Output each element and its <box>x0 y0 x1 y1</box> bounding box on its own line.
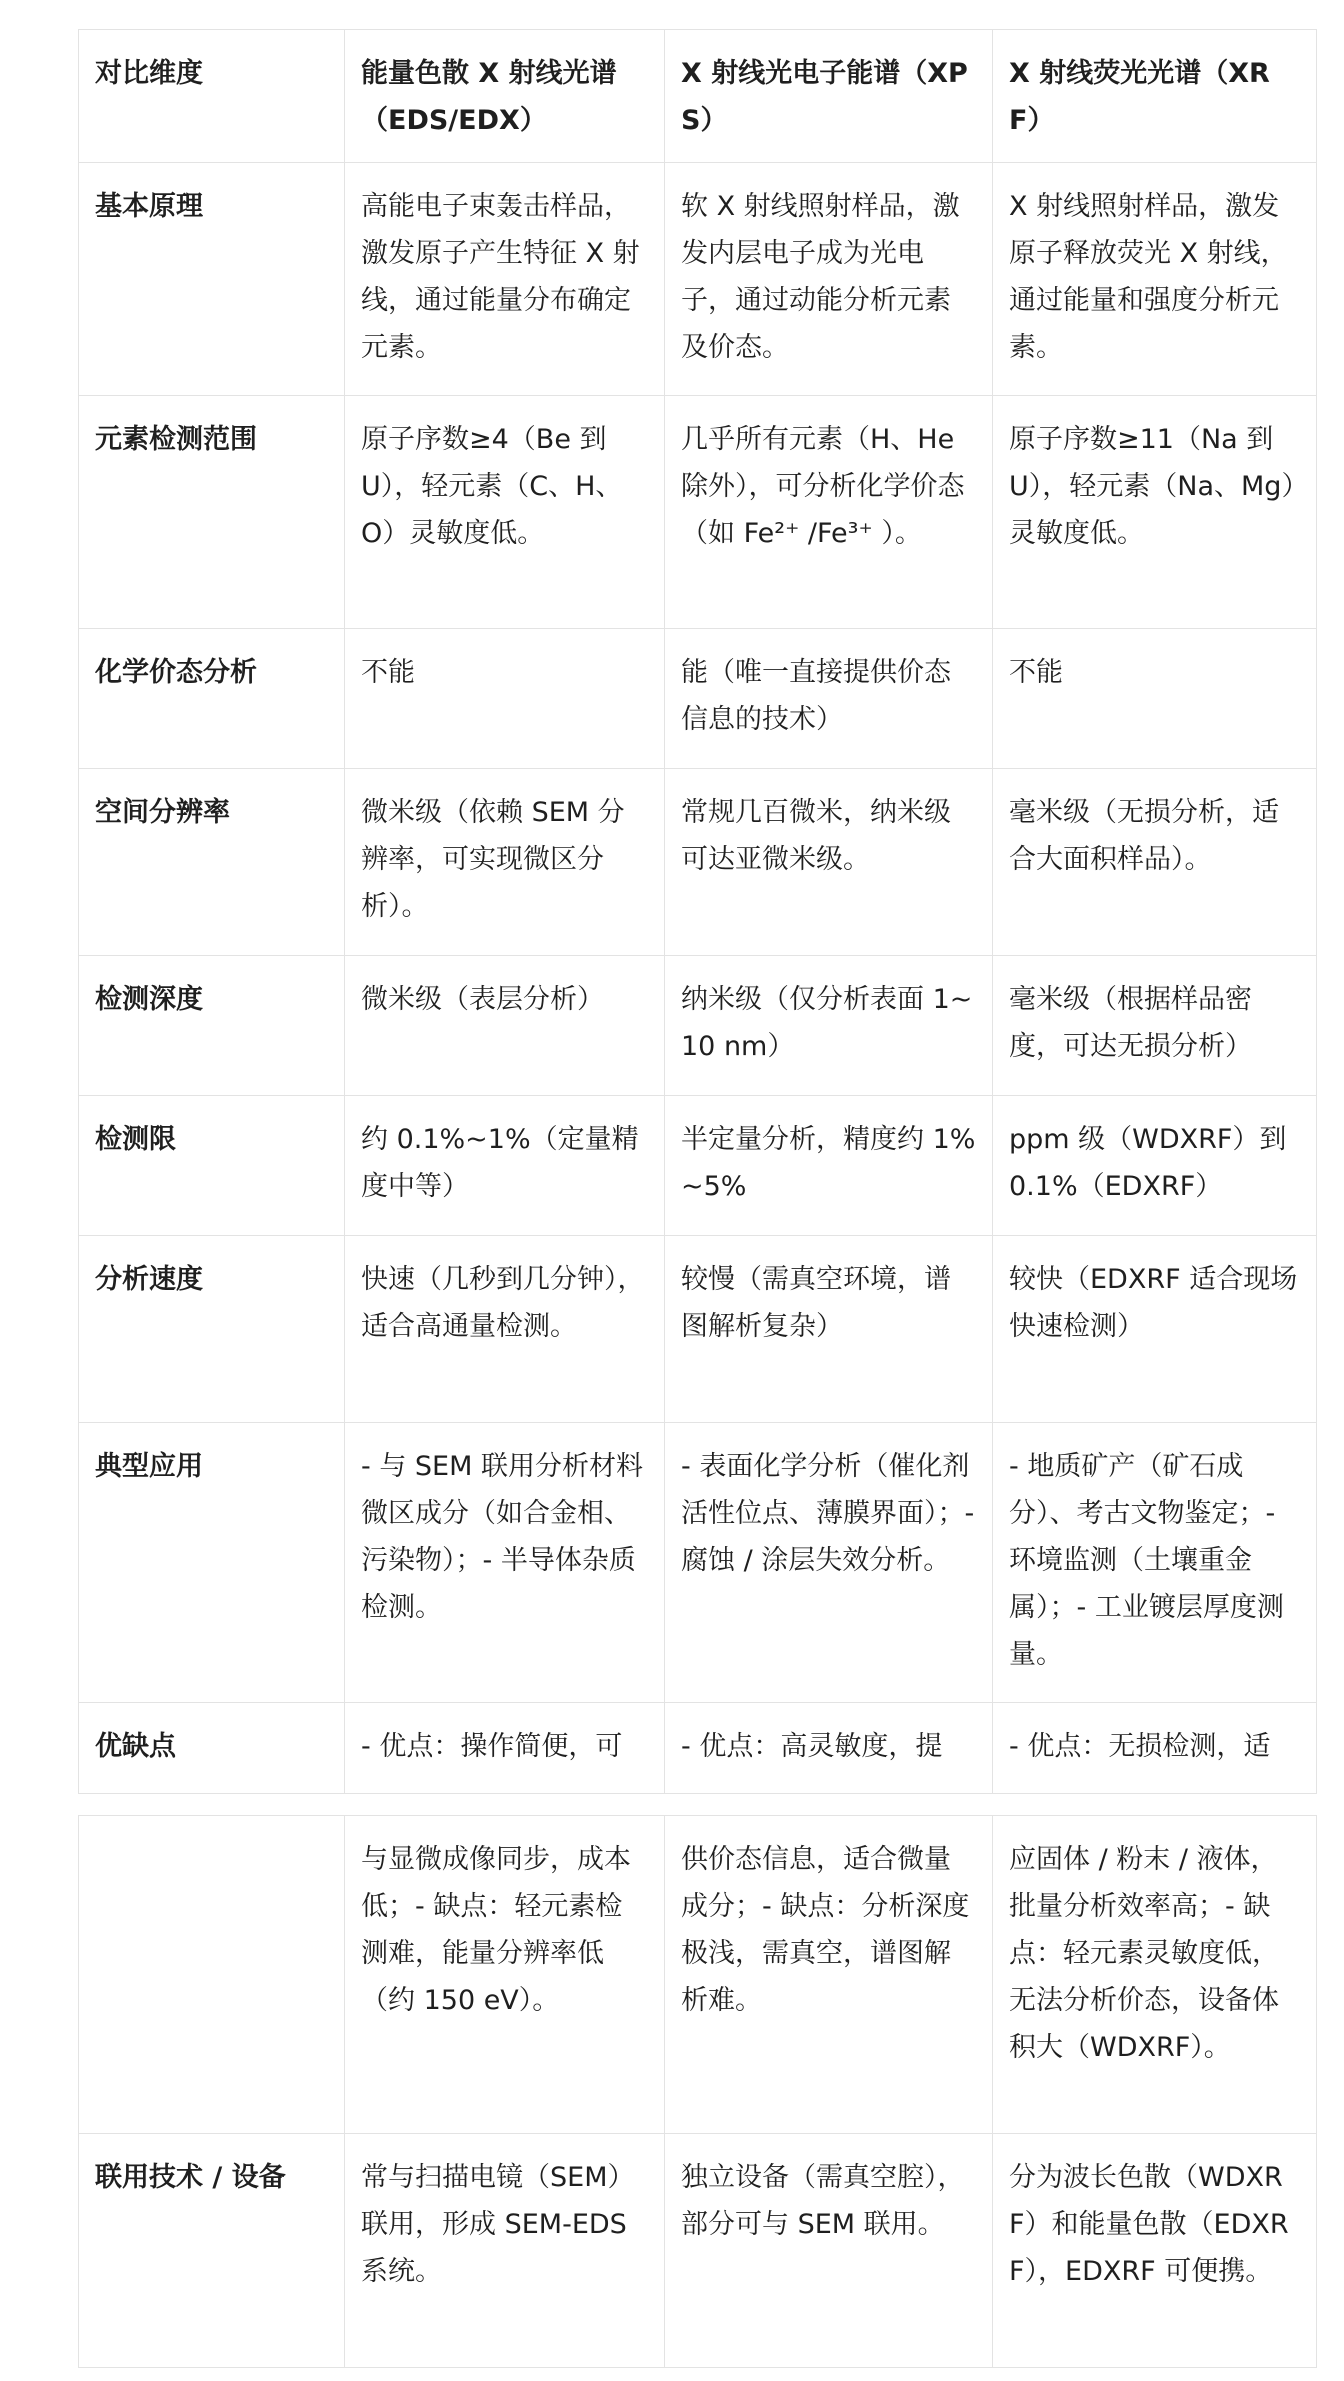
row-header-cell: 基本原理 <box>79 163 345 396</box>
table-row <box>79 1236 1317 1423</box>
row-header-cell: 元素检测范围 <box>79 396 345 629</box>
table-row <box>79 629 1317 769</box>
table-row <box>79 163 1317 396</box>
row-header-cell: 典型应用 <box>79 1423 345 1703</box>
row-header-cell: 分析速度 <box>79 1236 345 1423</box>
table-row <box>79 1703 1317 1794</box>
table-cell: - 与 SEM 联用分析材料微区成分（如合金相、污染物）；- 半导体杂质检测。 <box>345 1423 665 1703</box>
table-cell: 微米级（依赖 SEM 分辨率，可实现微区分析）。 <box>345 769 665 956</box>
table-row <box>79 1423 1317 1703</box>
table-cell: 分为波长色散（WDXRF）和能量色散（EDXRF），EDXRF 可便携。 <box>993 2134 1317 2368</box>
table-row <box>79 2134 1317 2368</box>
row-header-cell: 化学价态分析 <box>79 629 345 769</box>
table-cell: 原子序数≥4（Be 到 U），轻元素（C、H、O）灵敏度低。 <box>345 396 665 629</box>
table-cell: 较快（EDXRF 适合现场快速检测） <box>993 1236 1317 1423</box>
table-cell: - 优点：操作简便，可 <box>345 1703 665 1794</box>
header-cell: X 射线光电子能谱（XPS） <box>665 30 993 163</box>
header-cell: X 射线荧光光谱（XRF） <box>993 30 1317 163</box>
table-cell: 能（唯一直接提供价态信息的技术） <box>665 629 993 769</box>
comparison-table-continued <box>78 1815 1317 2368</box>
table-cell: - 地质矿产（矿石成分）、考古文物鉴定；- 环境监测（土壤重金属）；- 工业镀层厚度测量。 <box>993 1423 1317 1703</box>
table-cell: 几乎所有元素（H、He 除外），可分析化学价态（如 Fe²⁺ /Fe³⁺ ）。 <box>665 396 993 629</box>
table-cell: 纳米级（仅分析表面 1~10 nm） <box>665 956 993 1096</box>
table-cell: 应固体 / 粉末 / 液体，批量分析效率高；- 缺点：轻元素灵敏度低，无法分析价态，设备体积大（WDXRF）。 <box>993 1816 1317 2134</box>
table-cell: X 射线照射样品，激发原子释放荧光 X 射线，通过能量和强度分析元素。 <box>993 163 1317 396</box>
table-cell: 不能 <box>993 629 1317 769</box>
table-cell: ppm 级（WDXRF）到 0.1%（EDXRF） <box>993 1096 1317 1236</box>
table-row <box>79 769 1317 956</box>
table-cell: 原子序数≥11（Na 到 U），轻元素（Na、Mg）灵敏度低。 <box>993 396 1317 629</box>
table-cell: 与显微成像同步，成本低；- 缺点：轻元素检测难，能量分辨率低（约 150 eV）。 <box>345 1816 665 2134</box>
row-header-cell <box>79 1816 345 2134</box>
row-header-cell: 优缺点 <box>79 1703 345 1794</box>
table-row <box>79 956 1317 1096</box>
table-header-row <box>79 30 1317 163</box>
table-cell: 约 0.1%~1%（定量精度中等） <box>345 1096 665 1236</box>
header-cell: 能量色散 X 射线光谱（EDS/EDX） <box>345 30 665 163</box>
table-cell: 不能 <box>345 629 665 769</box>
table-cell: 高能电子束轰击样品，激发原子产生特征 X 射线，通过能量分布确定元素。 <box>345 163 665 396</box>
table-cell: 快速（几秒到几分钟），适合高通量检测。 <box>345 1236 665 1423</box>
table-cell: - 优点：无损检测，适 <box>993 1703 1317 1794</box>
table-row <box>79 1096 1317 1236</box>
table-cell: 软 X 射线照射样品，激发内层电子成为光电子，通过动能分析元素及价态。 <box>665 163 993 396</box>
table-cell: 独立设备（需真空腔），部分可与 SEM 联用。 <box>665 2134 993 2368</box>
table-cell: 微米级（表层分析） <box>345 956 665 1096</box>
table-cell: 毫米级（无损分析，适合大面积样品）。 <box>993 769 1317 956</box>
table-cell: - 优点：高灵敏度，提 <box>665 1703 993 1794</box>
table-cell: 半定量分析，精度约 1%~5% <box>665 1096 993 1236</box>
table-cell: 常规几百微米，纳米级可达亚微米级。 <box>665 769 993 956</box>
row-header-cell: 检测限 <box>79 1096 345 1236</box>
table-cell: 常与扫描电镜（SEM）联用，形成 SEM-EDS 系统。 <box>345 2134 665 2368</box>
table-row <box>79 1816 1317 2134</box>
table-cell: 较慢（需真空环境，谱图解析复杂） <box>665 1236 993 1423</box>
row-header-cell: 联用技术 / 设备 <box>79 2134 345 2368</box>
comparison-table <box>78 29 1317 1794</box>
table-cell: 供价态信息，适合微量成分；- 缺点：分析深度极浅，需真空，谱图解析难。 <box>665 1816 993 2134</box>
table-cell: 毫米级（根据样品密度，可达无损分析） <box>993 956 1317 1096</box>
header-cell: 对比维度 <box>79 30 345 163</box>
row-header-cell: 空间分辨率 <box>79 769 345 956</box>
row-header-cell: 检测深度 <box>79 956 345 1096</box>
table-row <box>79 396 1317 629</box>
table-cell: - 表面化学分析（催化剂活性位点、薄膜界面）；- 腐蚀 / 涂层失效分析。 <box>665 1423 993 1703</box>
